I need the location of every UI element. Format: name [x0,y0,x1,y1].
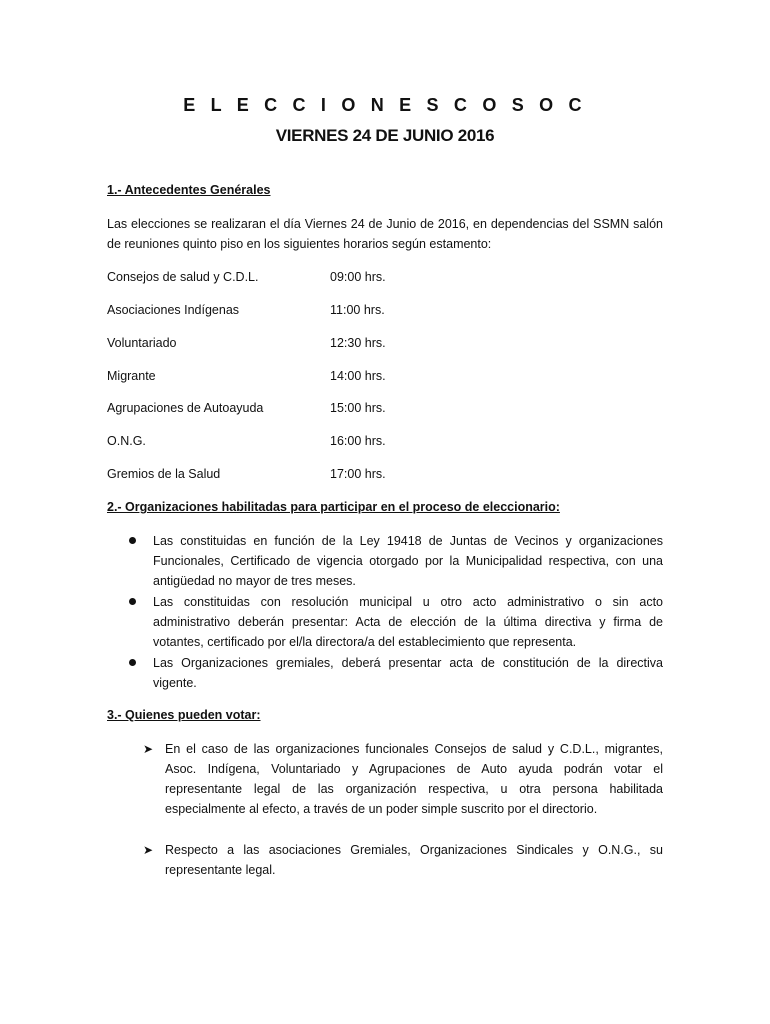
document-title: E L E C C I O N E S C O S O C [183,95,587,115]
schedule-time: 09:00 hrs. [330,270,386,284]
schedule-label: Migrante [107,369,156,383]
section3-heading: 3.- Quienes pueden votar: [107,708,261,722]
schedule-row [107,270,507,290]
document-subtitle-date: VIERNES 24 DE JUNIO 2016 [275,126,495,145]
schedule-time: 16:00 hrs. [330,434,386,448]
schedule-time: 11:00 hrs. [330,303,385,317]
list-item-text: Las constituidas en función de la Ley 19418 de Juntas de Vecinos y organizaciones Funcionales, Certificado de vigencia otorgado por la Municipalidad respectiva, con una antigüedad no mayor de tres meses. [153,534,663,588]
schedule-row [107,434,507,454]
arrow-bullet-icon: ➤ [143,742,154,756]
list-item-text: En el caso de las organizaciones funcionales Consejos de salud y C.D.L., migrantes, Asoc. Indígena, Voluntariado y Agrupaciones de Auto ayuda podrán votar el representante legal de las organización respectiva, u otra persona habilitada especialmente al efecto, a través de un poder simple suscrito por el directorio. [165,742,663,816]
schedule-label: Asociaciones Indígenas [107,303,240,317]
list-item-text: Respecto a las asociaciones Gremiales, Organizaciones Sindicales y O.N.G., su representante legal. [165,843,663,877]
schedule-label: O.N.G. [107,434,146,448]
section1-heading: 1.- Antecedentes Genérales [107,183,271,197]
schedule-label: Consejos de salud y C.D.L. [107,270,259,284]
arrow-bullet-icon: ➤ [143,843,154,857]
schedule-label: Agrupaciones de Autoayuda [107,401,264,415]
schedule-time: 14:00 hrs. [330,369,386,383]
schedule-label: Voluntariado [107,336,177,350]
bullet-icon [129,598,136,605]
schedule-row [107,369,507,389]
list-item-text: Las constituidas con resolución municipal u otro acto administrativo o sin acto administrativo deberán presentar: Acta de elección de la última directiva y firma de votantes, certificado por el/la directora/a del establecimiento que representa. [153,595,663,649]
schedule-time: 12:30 hrs. [330,336,386,350]
list-item-text: Las Organizaciones gremiales, deberá presentar acta de constitución de la directiva vigente. [153,656,663,690]
schedule-label: Gremios de la Salud [107,467,221,481]
schedule-row [107,401,507,421]
schedule-time: 15:00 hrs. [330,401,386,415]
schedule-row [107,467,507,487]
bullet-icon [129,659,136,666]
section2-heading: 2.- Organizaciones habilitadas para participar en el proceso de eleccionario: [107,500,560,514]
schedule-time: 17:00 hrs. [330,467,386,481]
bullet-icon [129,537,136,544]
section1-intro: Las elecciones se realizaran el día Viernes 24 de Junio de 2016, en dependencias del SSMN salón de reuniones quinto piso en los siguientes horarios según estamento: [107,217,663,251]
schedule-row [107,303,507,323]
schedule-row [107,336,507,356]
